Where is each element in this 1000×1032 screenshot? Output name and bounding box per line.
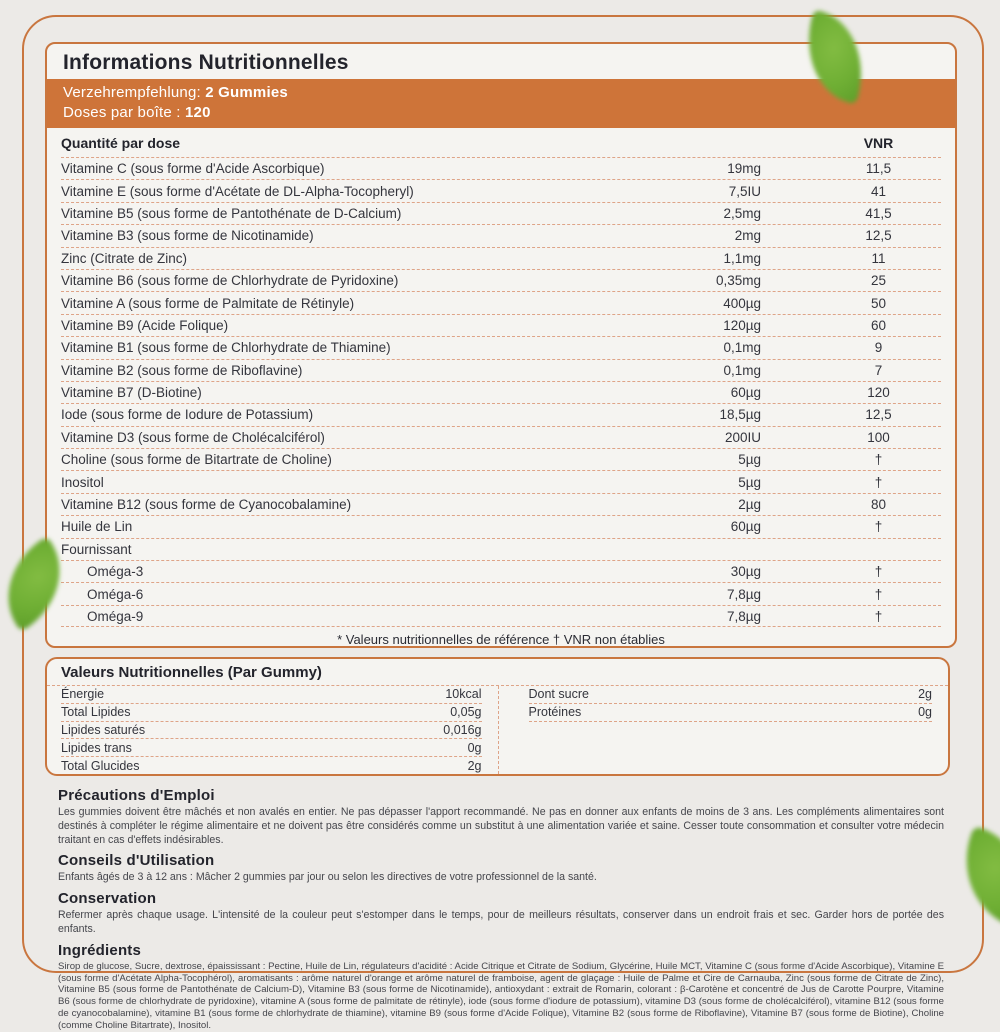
section-body-precautions: Les gummies doivent être mâchés et non avalés en entier. Ne pas dépasser l'apport recommandé. Ne pas en donner aux enfants de moins de 3 ans. Les compléments alimentaires sont destinés à compléter le régime alimentaire et ne doivent pas être considérés comme un substitut à une alimentation variée et saine. Cesser toute consommation et consulter votre médecin traitant en cas d'effets indésirables.: [58, 806, 944, 846]
table-row: [61, 493, 941, 515]
per-gummy-row: [61, 704, 482, 722]
nutrient-label: Total Lipides: [61, 705, 131, 720]
section-heading-precautions: Précautions d'Emploi: [58, 787, 215, 804]
per-gummy-row: [61, 739, 482, 757]
nutrient-vnr: 50: [870, 295, 887, 311]
nutrient-name: Vitamine E (sous forme d'Acétate de DL-Alpha-Tocopheryl): [61, 183, 414, 199]
nutrient-name: Zinc (Citrate de Zinc): [61, 250, 188, 266]
nutrient-vnr: 41,5: [865, 205, 892, 221]
nutrient-amount: 60µg: [730, 385, 761, 401]
section-heading-conseils: Conseils d'Utilisation: [58, 852, 215, 870]
nutrient-vnr: 12,5: [865, 407, 892, 423]
nutrient-vnr: 11,5: [865, 161, 892, 177]
nutrient-vnr: 25: [870, 273, 887, 289]
per-gummy-right-column: [498, 686, 949, 774]
table-row: [61, 202, 941, 224]
table-row: [61, 157, 941, 179]
nutrient-value: 0,05g: [450, 705, 482, 720]
nutrient-name: Oméga-9: [87, 608, 144, 624]
page-title: Informations Nutritionnelles: [63, 51, 349, 74]
nutrient-vnr: †: [874, 519, 883, 535]
nutrient-amount: 2µg: [738, 497, 761, 513]
nutrient-vnr: †: [874, 586, 883, 602]
nutrient-amount: 0,35mg: [715, 273, 761, 289]
nutrition-info-card: [45, 42, 957, 648]
table-row: [61, 403, 941, 425]
section-heading-conservation: Conservation: [58, 890, 157, 908]
table-row: [61, 179, 941, 201]
nutrient-name: Vitamine B1 (sous forme de Chlorhydrate de Thiamine): [61, 340, 391, 356]
nutrient-amount: 5µg: [738, 474, 761, 490]
per-gummy-row: [529, 704, 933, 722]
nutrient-value: 10kcal: [445, 687, 482, 702]
nutrient-vnr: 11: [871, 250, 886, 266]
nutrient-vnr: 9: [874, 340, 883, 356]
doses-per-box: [63, 103, 939, 123]
nutrient-value: 2g: [467, 758, 482, 773]
table-row: [61, 560, 941, 582]
nutrient-label: Protéines: [528, 705, 582, 720]
table-row: [61, 336, 941, 358]
serving-value: 2 Gummies: [205, 84, 288, 101]
nutrient-amount: 60µg: [730, 519, 761, 535]
serving-banner: [47, 79, 955, 128]
serving-recommendation: [63, 83, 939, 103]
nutrient-amount: 0,1mg: [723, 340, 761, 356]
nutrient-amount: 2,5mg: [723, 205, 761, 221]
column-header-vnr: VNR: [863, 134, 894, 151]
serving-label: Verzehrempfehlung:: [63, 84, 206, 101]
table-row: [61, 291, 941, 313]
per-gummy-row: [61, 757, 482, 775]
nutrient-name: Fournissant: [61, 541, 132, 557]
nutrient-name: Vitamine B5 (sous forme de Pantothénate de D-Calcium): [61, 205, 402, 221]
nutrient-vnr: †: [874, 452, 883, 468]
per-gummy-columns: [47, 686, 948, 774]
nutrient-name: Vitamine D3 (sous forme de Cholécalciférol): [61, 429, 325, 445]
nutrient-name: Oméga-6: [87, 586, 144, 602]
nutrient-amount: 200IU: [724, 429, 761, 445]
table-row: [61, 269, 941, 291]
per-gummy-card: [45, 657, 950, 776]
nutrient-vnr: 80: [870, 497, 887, 513]
nutrient-vnr: 41: [870, 183, 887, 199]
nutrient-value: 0g: [918, 705, 932, 720]
table-row: [61, 538, 941, 560]
nutrient-value: 0g: [467, 740, 482, 755]
nutrient-vnr: 60: [870, 317, 887, 333]
reference-footnote: * Valeurs nutritionnelles de référence † VNR non établies: [337, 632, 665, 648]
table-row: [61, 314, 941, 336]
nutrient-label: Total Glucides: [61, 758, 140, 773]
per-gummy-row: [529, 686, 933, 704]
nutrient-amount: 0,1mg: [723, 362, 761, 378]
nutrient-vnr: †: [874, 564, 883, 580]
table-row: [61, 448, 941, 470]
nutrient-name: Vitamine B12 (sous forme de Cyanocobalamine): [61, 497, 352, 513]
nutrient-amount: 5µg: [738, 452, 761, 468]
nutrient-name: Inositol: [61, 474, 104, 490]
per-gummy-row: [61, 722, 482, 740]
nutrient-amount: 30µg: [730, 564, 761, 580]
table-row: [61, 605, 941, 627]
nutrient-name: Vitamine B6 (sous forme de Chlorhydrate de Pyridoxine): [61, 273, 399, 289]
nutrient-value: 0,016g: [443, 722, 482, 737]
nutrient-amount: 1,1mg: [723, 250, 761, 266]
nutrient-label: Lipides trans: [61, 740, 132, 755]
table-row: [61, 247, 941, 269]
nutrient-amount: 120µg: [723, 317, 761, 333]
nutrient-amount: 19mg: [727, 161, 761, 177]
nutrient-vnr: †: [874, 608, 883, 624]
nutrient-name: Vitamine C (sous forme d'Acide Ascorbique): [61, 161, 325, 177]
nutrient-amount: 400µg: [723, 295, 761, 311]
nutrient-label: Dont sucre: [528, 687, 589, 702]
nutrient-name: Vitamine B2 (sous forme de Riboflavine): [61, 362, 303, 378]
section-body-conservation: Refermer après chaque usage. L'intensité de la couleur peut s'estomper dans le temps, pour de meilleurs résultats, conserver dans un endroit frais et sec. Garder hors de portée des enfants.: [58, 909, 944, 935]
table-row: [61, 359, 941, 381]
table-row: [61, 381, 941, 403]
nutrient-amount: 2mg: [734, 228, 761, 244]
nutrient-name: Vitamine B3 (sous forme de Nicotinamide): [61, 228, 314, 244]
nutrient-name: Oméga-3: [87, 564, 144, 580]
doses-label: Doses par boîte :: [63, 104, 185, 121]
doses-value: 120: [185, 104, 211, 121]
nutrient-name: Vitamine A (sous forme de Palmitate de Rétinyle): [61, 295, 355, 311]
nutrient-amount: 18,5µg: [719, 407, 761, 423]
dose-table-rows: [61, 157, 941, 627]
dose-table: [47, 128, 955, 647]
section-body-conseils: Enfants âgés de 3 à 12 ans : Mâcher 2 gummies par jour ou selon les directives de votre professionnel de la santé.: [58, 871, 597, 884]
nutrient-amount: 7,5IU: [728, 183, 761, 199]
nutrient-label: Lipides saturés: [61, 722, 146, 737]
nutrient-name: Huile de Lin: [61, 519, 133, 535]
table-row: [61, 470, 941, 492]
table-row: [61, 426, 941, 448]
info-sections: [58, 782, 944, 1032]
nutrient-vnr: 100: [867, 429, 890, 445]
per-gummy-empty-filler: [529, 722, 933, 775]
per-gummy-left-column: [47, 686, 498, 774]
table-row: [61, 224, 941, 246]
column-header-quantity: Quantité par dose: [61, 134, 181, 151]
nutrient-name: Vitamine B9 (Acide Folique): [61, 317, 229, 333]
nutrient-value: 2g: [918, 687, 932, 702]
section-heading-ingredients: Ingrédients: [58, 941, 142, 959]
per-gummy-title: Valeurs Nutritionnelles (Par Gummy): [47, 659, 948, 686]
nutrient-name: Choline (sous forme de Bitartrate de Choline): [61, 452, 332, 468]
table-row: [61, 582, 941, 604]
per-gummy-row: [61, 686, 482, 704]
table-row: [61, 515, 941, 537]
nutrient-name: Iode (sous forme de Iodure de Potassium): [61, 407, 314, 423]
nutrient-vnr: 120: [867, 385, 890, 401]
nutrient-name: Vitamine B7 (D-Biotine): [61, 385, 202, 401]
nutrient-vnr: 7: [874, 362, 883, 378]
nutrient-label: Énergie: [61, 687, 105, 702]
dose-table-header: [61, 128, 941, 157]
nutrient-amount: 7,8µg: [726, 608, 761, 624]
section-body-ingredients: Sirop de glucose, Sucre, dextrose, épaississant : Pectine, Huile de Lin, régulateurs d'acidité : Acide Citrique et Citrate de Sodium, Glycérine, Huile MCT, Vitamine C (sous forme d'Acide Ascorbique), Vitamine E (sous forme d'Acétate Alpha-Tocophérol), aromatisants : arôme naturel d'orange et arôme naturel de framboise, agent de glaçage : Huile de Palme et Cire de Carnauba, Zinc (sous forme de Citrate de Zinc), Vitamine B5 (sous forme de Pantothénate de Calcium-D), Vitamine B3 (sous forme de Nicotinamide), antioxydant : extrait de Romarin, colorant : β-Carotène et concentré de Jus de Carotte Pourpre, Vitamine B6 (sous forme de chlorhydrate de pyridoxine), vitamine A (sous forme de palmitate de rétinyle), iode (sous forme d'iodure de potassium), vitamine D3 (sous forme de cholécalciférol), vitamine B12 (sous forme de cyanocobalamine), vitamine B1 (sous forme de chlorhydrate de thiamine), vitamine B9 (sous forme d'Acide Folique), Vitamine B2 (sous forme de Riboflavine), Vitamine B7 (sous forme de Biotine), Choline (comme Choline Bitartrate), Inositol.: [58, 960, 944, 1031]
nutrient-amount: 7,8µg: [726, 586, 761, 602]
nutrient-vnr: 12,5: [865, 228, 892, 244]
nutrient-vnr: †: [874, 474, 883, 490]
